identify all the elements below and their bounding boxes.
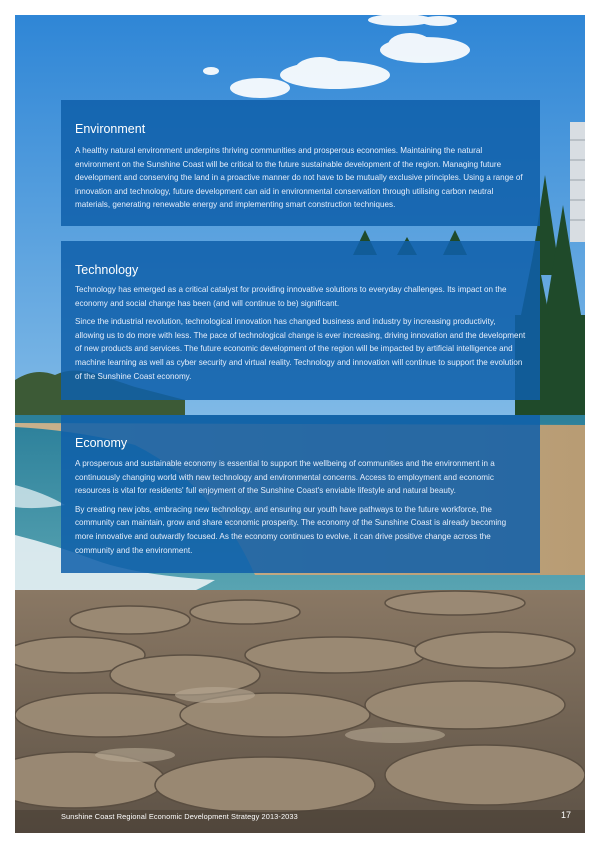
environment-paragraph: A healthy natural environment underpins thriving communities and prosperous economies. Maintaining the natural environment on the Sunshine Coast will be critical to the future sustainable development of the region. Managing future development and conserving the land in a proactive manner do not have to be mutually exclusive principles. Using a range of innovation and technology, future development can aid in environmental conservation through utilising carbon neutral materials, generating renewable energy and implementing smart construction techniques. <box>75 146 523 210</box>
environment-panel <box>61 100 540 226</box>
economy-paragraph-2: By creating new jobs, embracing new technology, and ensuring our youth have pathways to the future workforce, the community can maintain, grow and share economic prosperity. The economy of the Sunshine Coast is already becoming more innovative and outwardly focused. As the economy continues to evolve, it can drive positive change across the community and the environment. <box>75 504 507 555</box>
technology-heading: Technology <box>75 263 139 277</box>
page-number: 17 <box>561 810 572 820</box>
economy-panel <box>61 415 540 573</box>
footer-document-title: Sunshine Coast Regional Economic Development Strategy 2013-2033 <box>61 812 298 821</box>
technology-paragraph-2: Since the industrial revolution, technological innovation has changed business and industry by increasing productivity, allowing us to do more with less. The pace of technological change is ever increasing, driving innovation and the development of new products and services. The future economic development of the region will be impacted by artificial intelligence and machine learning as well as cyber security and virtual reality. Technology and innovation will continue to support the evolution of the Sunshine Coast economy. <box>75 317 526 381</box>
technology-paragraph-1: Technology has emerged as a critical catalyst for providing innovative solutions to everyday challenges. Its impact on the economy and social change has been (and will continue to be) significant. <box>75 285 507 308</box>
economy-paragraph-1: A prosperous and sustainable economy is essential to support the wellbeing of communities and the environment in a continuously changing world with new technology and environmental concerns. Access to employment and economic resources is vital for residents' full enjoyment of the Sunshine Coast's enviable lifestyle and natural beauty. <box>75 459 495 496</box>
technology-panel <box>61 241 540 400</box>
environment-heading: Environment <box>75 122 146 136</box>
economy-heading: Economy <box>75 436 128 450</box>
